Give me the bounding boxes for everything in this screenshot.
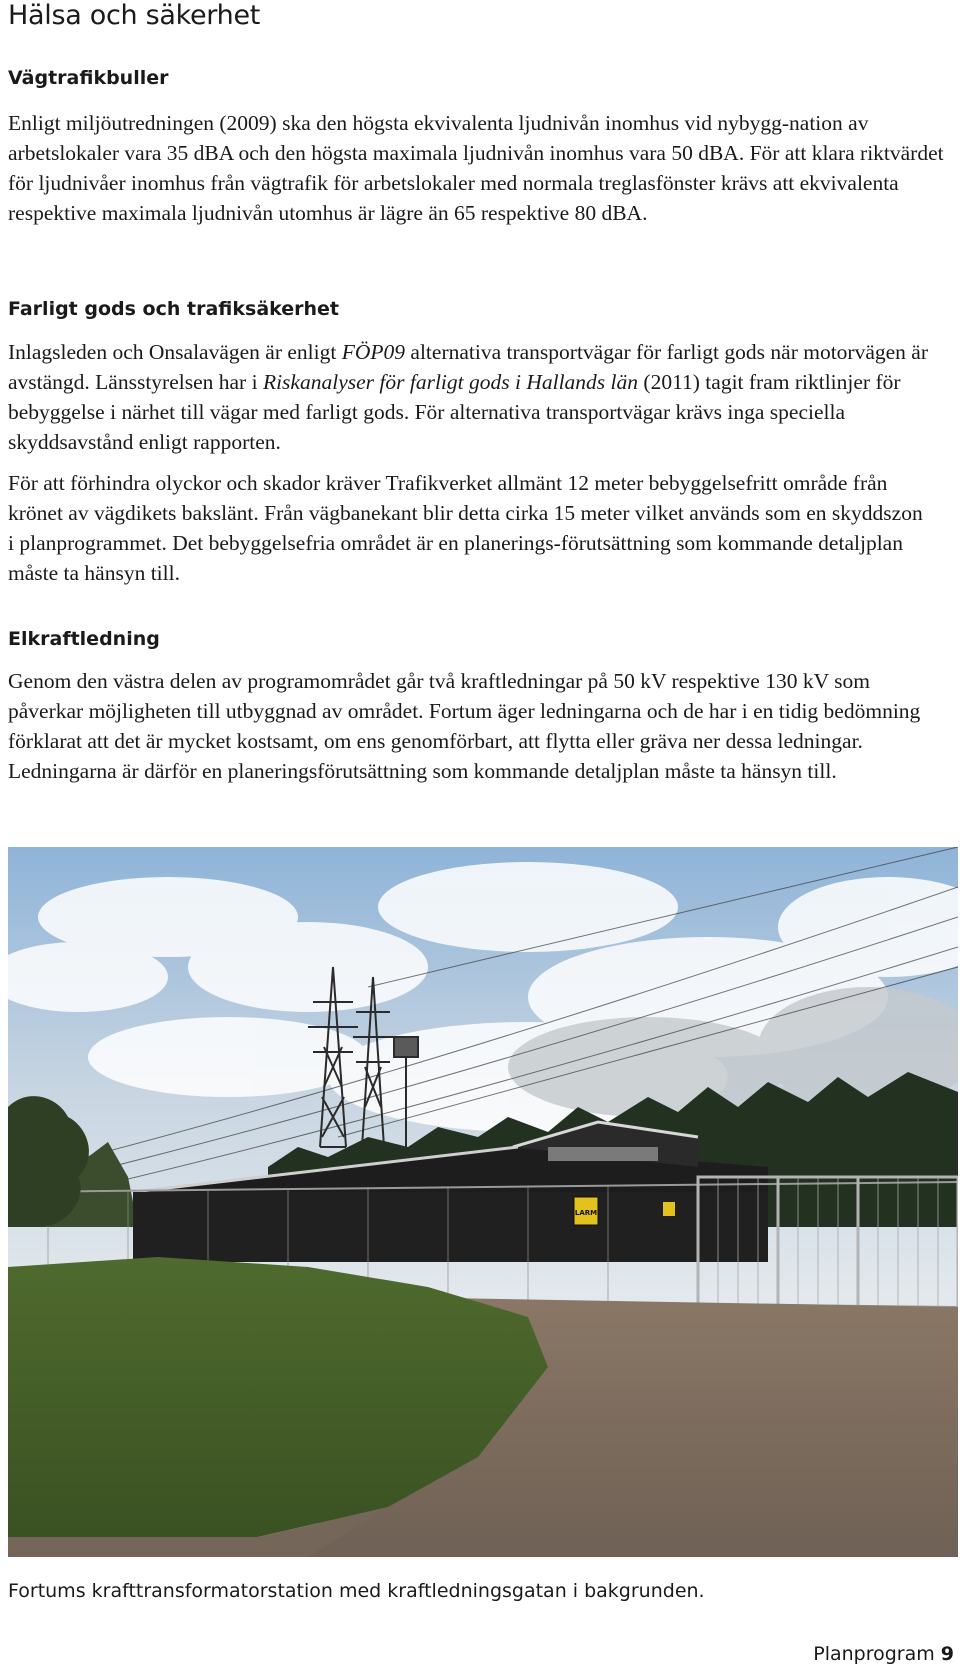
section-heading-elkraftledning: Elkraftledning: [8, 628, 160, 650]
photo-caption: Fortums krafttransformatorstation med kraftledningsgatan i bakgrunden.: [8, 1580, 705, 1602]
footer-label: Planprogram: [813, 1643, 935, 1665]
section-heading-vagtrafikbuller: Vägtrafikbuller: [8, 67, 169, 89]
paragraph-farligt-gods-2: För att förhindra olyckor och skador kräver Trafikverket allmänt 12 meter bebyggelsefritt område från krönet av vägdikets bakslänt. Från vägbanekant blir detta cirka 15 meter vilket används som en skyddszon i planprogrammet. Det bebyggelsefria området är en planerings-förutsättning som kommande detaljplan måste ta hänsyn till.: [8, 471, 923, 585]
page-number: 9: [940, 1643, 954, 1665]
reference-fop09: FÖP09: [341, 340, 406, 364]
page-title: Hälsa och säkerhet: [8, 0, 261, 31]
section-heading-farligt-gods: Farligt gods och trafiksäkerhet: [8, 298, 340, 320]
transformer-station-photo: [8, 847, 958, 1557]
paragraph-elkraftledning: Genom den västra delen av programområdet går två kraftledningar på 50 kV respektive 130 kV som påverkar möjligheten till utbyggnad av området. Fortum äger ledningarna och de har i en tidig bedömning förklarat att det är mycket kostsamt, om ens genomförbart, att flytta eller gräva ner dessa ledningar. Ledningarna är därför en planeringsförutsättning som kommande detaljplan måste ta hänsyn till.: [8, 669, 921, 783]
paragraph-farligt-gods-1: Inlagsleden och Onsalavägen är enligt FÖP09 alternativa transportvägar för farligt gods när motorvägen är avstängd. Länsstyrelsen har i Riskanalyser för farligt gods i Hallands län (2011) tagit fram riktlinjer för bebyggelse i närhet till vägar med farligt gods. För alternativa transportvägar krävs inga speciella skyddsavstånd enligt rapporten.: [8, 340, 928, 454]
reference-riskanalyser: Riskanalyser för farligt gods i Hallands län: [262, 370, 639, 394]
paragraph-vagtrafikbuller: Enligt miljöutredningen (2009) ska den högsta ekvivalenta ljudnivån inomhus vid nybygg-nation av arbetslokaler vara 35 dBA och den högsta maximala ljudnivån inomhus vara 50 dBA. För att klara riktvärdet för ljudnivåer inomhus från vägtrafik för arbetslokaler med normala treglasfönster krävs att ekvivalenta respektive maximala ljudnivån utomhus är lägre än 65 respektive 80 dBA.: [8, 111, 944, 225]
page-footer: [813, 1643, 954, 1665]
larm-sign: LARM: [574, 1209, 598, 1217]
